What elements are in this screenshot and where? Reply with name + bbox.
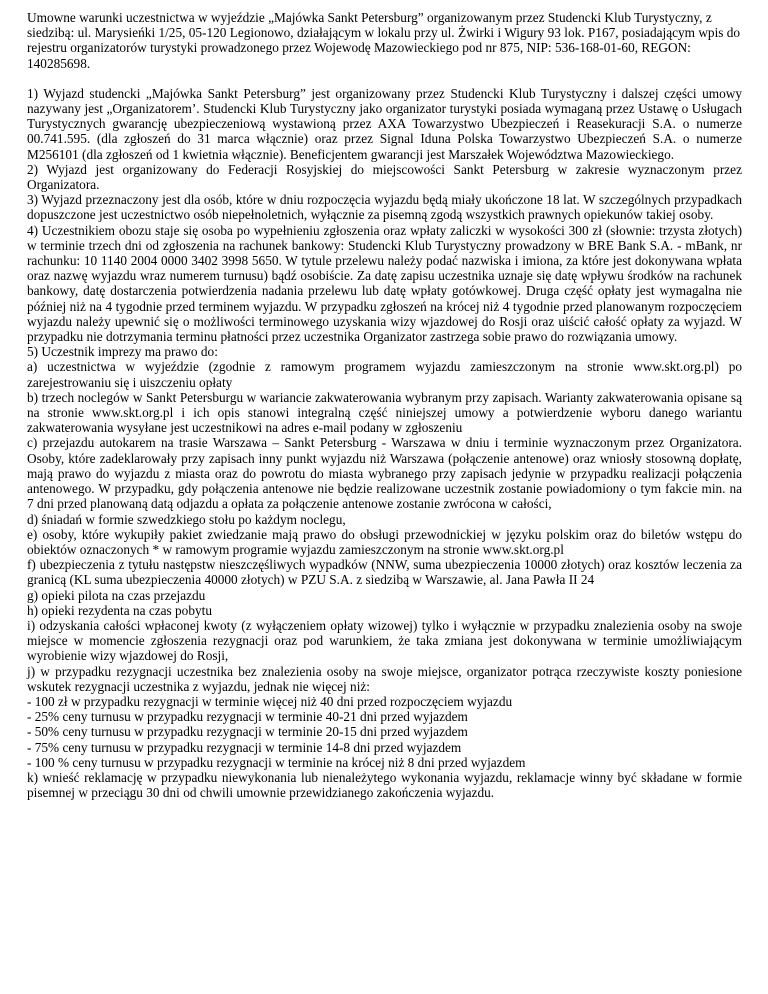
- clause-5g: g) opieki pilota na czas przejazdu: [27, 587, 206, 603]
- intro-paragraph: Umowne warunki uczestnictwa w wyjeździe „Majówka Sankt Petersburg” organizowanym przez Studencki Klub Turystyczny, z siedzibą: ul. Marysieńki 1/25, 05-120 Legionowo, działającym w lokalu przy ul. Żwirki i Wigury 93 lok. P167, posiadającym wpis do rejestru organizatorów turystyki prowadzonego przez Wojewodę Mazowieckiego pod nr 875, NIP: 536-168-01-60, REGON: 140285698.: [27, 10, 741, 71]
- clause-5h: h) opieki rezydenta na czas pobytu: [27, 602, 212, 618]
- fee-item-1: - 100 zł w przypadku rezygnacji w terminie więcej niż 40 dni przed rozpoczęciem wyjazdu: [27, 693, 513, 709]
- fee-item-3: - 50% ceny turnusu w przypadku rezygnacji w terminie 20-15 dni przed wyjazdem: [27, 724, 468, 740]
- clause-5c: c) przejazdu autokarem na trasie Warszawa – Sankt Petersburg - Warszawa w dniu i terminie wyznaczonym przez Organizatora. Osoby, które zadeklarowały przy zapisach inny punkt wyjazdu niż Warszawa (połączenie antenowe) oraz wniosły stosowną dopłatę, mają prawo do wyjazdu z miasta oraz do powrotu do miasta wybranego przy zapisach jedynie w przypadku realizacji połączenia antenowego. W przypadku, gdy połączenia antenowe nie będzie realizowane uczestnik zostanie powiadomiony o tym fakcie min. na 7 dni przed planowaną datą odjazdu a opłata za połączenie antenowe zostanie zwrócona w całości,: [27, 435, 742, 512]
- clause-3: 3) Wyjazd przeznaczony jest dla osób, które w dniu rozpoczęcia wyjazdu będą miały ukończone 18 lat. W szczególnych przypadkach dopuszczone jest uczestnictwo osób niepełnoletnich, wyłącznie za pisemną zgodą wszystkich prawnych opiekunów takiej osoby.: [27, 192, 742, 223]
- clause-5j: j) w przypadku rezygnacji uczestnika bez znalezienia osoby na swoje miejsce, organizator potrąca rzeczywiste koszty poniesione wskutek rezygnacji uczestnika z wyjazdu, jednak nie więcej niż:: [27, 663, 742, 694]
- fee-item-5: - 100 % ceny turnusu w przypadku rezygnacji w terminie na krócej niż 8 dni przed wyjazdem: [27, 754, 526, 770]
- clause-5k: k) wnieść reklamację w przypadku niewykonania lub nienależytego wykonania wyjazdu, reklamacje winny być składane w formie pisemnej w przeciągu 30 dni od chwili umownie przewidzianego zakończenia wyjazdu.: [27, 769, 742, 801]
- clause-4: 4) Uczestnikiem obozu staje się osoba po wypełnieniu zgłoszenia oraz wpłaty zaliczki w wysokości 300 zł (słownie: trzysta złotych) w terminie trzech dni od zgłoszenia na rachunek bankowy: Studencki Klub Turystyczny prowadzony w BRE Bank S.A. - mBank, nr rachunku: 10 1140 2004 0000 3402 3998 5650. W tytule przelewu należy podać nazwiska i imiona, za które jest dokonywana wpłata oraz nazwę wyjazdu wraz numerem turnusu) bądź osobiście. Za datę zapisu uczestnika uznaje się datę wpływu środków na rachunek bankowy, datę dostarczenia potwierdzenia nadania przelewu lub datę wpłaty gotówkowej. Druga część opłaty jest wymagalna nie później niż na 4 tygodnie przed terminem wyjazdu. W przypadku zgłoszeń na krócej niż 4 tygodnie przed planowanym rozpoczęciem wyjazdu należy upewnić się o możliwości terminowego uzyskania wizy wjazdowej do Rosji oraz uiścić całość opłaty za wyjazd. W przypadku nie dotrzymania terminu płatności przez uczestnika Organizator zastrzega sobie prawo do rozwiązania umowy.: [27, 222, 742, 345]
- clause-5f: f) ubezpieczenia z tytułu następstw nieszczęśliwych wypadków (NNW, suma ubezpieczenia 10000 złotych) oraz kosztów leczenia za granicą (KL suma ubezpieczenia 40000 złotych) w PZU S.A. z siedzibą w Warszawie, al. Jana Pawła II 24: [27, 557, 742, 588]
- clause-2: 2) Wyjazd jest organizowany do Federacji Rosyjskiej do miejscowości Sankt Petersburg w zakresie wyznaczonym przez Organizatora.: [27, 161, 742, 193]
- clause-5e: e) osoby, które wykupiły pakiet zwiedzanie mają prawo do obsługi przewodnickiej w języku polskim oraz do biletów wstępu do obiektów oznaczonych * w ramowym programie wyjazdu zamieszczonym na stronie www.skt.org.pl: [27, 526, 742, 557]
- fee-item-4: - 75% ceny turnusu w przypadku rezygnacji w terminie 14-8 dni przed wyjazdem: [27, 739, 462, 755]
- clause-5-heading: 5) Uczestnik imprezy ma prawo do:: [27, 344, 218, 360]
- fee-item-2: - 25% ceny turnusu w przypadku rezygnacji w terminie 40-21 dni przed wyjazdem: [27, 709, 468, 725]
- clause-5b: b) trzech noclegów w Sankt Petersburgu w wariancie zakwaterowania wybranym przy zapisach. Warianty zakwaterowania opisane są na stronie www.skt.org.pl i ich opis stanowi integralną część niniejszej umowy a potwierdzenie wyboru danego wariantu zakwaterowania wysyłane jest uczestnikowi na adres e-mail podany w zgłoszeniu: [27, 389, 742, 436]
- clause-5a: a) uczestnictwa w wyjeździe (zgodnie z ramowym programem wyjazdu zamieszczonym na stronie www.skt.org.pl) po zarejestrowaniu się i uiszczeniu opłaty: [27, 359, 742, 390]
- clause-5d: d) śniadań w formie szwedzkiego stołu po każdym noclegu,: [27, 511, 346, 527]
- clause-5i: i) odzyskania całości wpłaconej kwoty (z wyłączeniem opłaty wizowej) tylko i wyłącznie w przypadku znalezienia osoby na swoje miejsce w momencie zgłoszenia rezygnacji oraz pod warunkiem, że taka zmiana jest dokonywana w terminie umożliwiającym wyrobienie wizy wjazdowej do Rosji,: [27, 617, 742, 664]
- clause-1: 1) Wyjazd studencki „Majówka Sankt Petersburg” jest organizowany przez Studencki Klub Turystyczny i dalszej części umowy nazywany jest „Organizatorem’. Studencki Klub Turystyczny jako organizator turystyki posiada wymaganą przez Ustawę o Usługach Turystycznych gwarancję ubezpieczeniową wystawioną przez AXA Towarzystwo Ubezpieczeń i Reasekuracji S.A. o numerze 00.741.595. (dla zgłoszeń do 31 marca włącznie) oraz przez Signal Iduna Polska Towarzystwo Ubezpieczeń S.A. o numerze M256101 (dla zgłoszeń od 1 kwietnia włącznie). Beneficjentem gwarancji jest Marszałek Województwa Mazowieckiego.: [27, 85, 742, 162]
